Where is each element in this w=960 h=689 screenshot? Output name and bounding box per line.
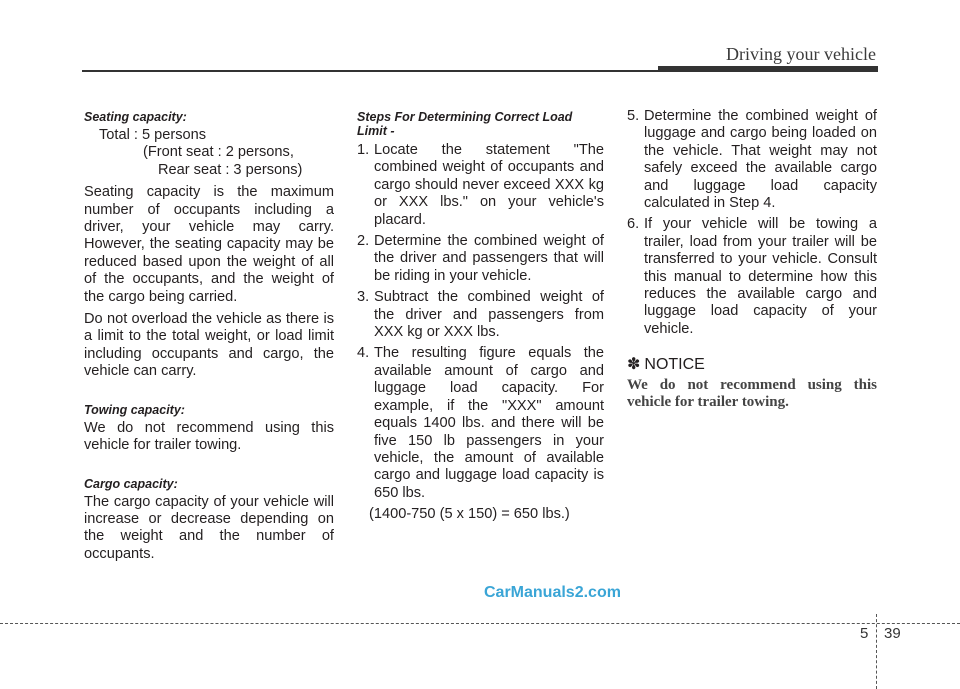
footer-divider bbox=[0, 623, 960, 624]
step-text: Determine the combined weight of luggage and cargo being loaded on the vehicle. That weight may not safely exceed the available cargo and luggage load capacity calculated in Step 4. bbox=[644, 108, 877, 212]
page-header-title: Driving your vehicle bbox=[726, 44, 876, 64]
notice-text: We do not recommend using this vehicle for trailer towing. bbox=[627, 376, 877, 410]
list-item bbox=[357, 142, 604, 229]
notice-title: NOTICE bbox=[644, 356, 705, 374]
list-item bbox=[627, 108, 877, 212]
seating-capacity-heading: Seating capacity: bbox=[84, 110, 187, 124]
seating-rear: Rear seat : 3 persons) bbox=[158, 161, 303, 178]
load-formula: (1400-750 (5 x 150) = 650 lbs.) bbox=[369, 506, 570, 523]
load-limit-heading: Steps For Determining Correct Load Limit - bbox=[357, 110, 573, 138]
column-middle bbox=[357, 108, 604, 524]
header-rule bbox=[82, 70, 662, 72]
footer-page-divider bbox=[876, 614, 877, 689]
column-left bbox=[84, 108, 334, 563]
notice-icon: ✽ bbox=[627, 356, 641, 374]
page-number: 39 bbox=[884, 625, 901, 642]
step-text: If your vehicle will be towing a trailer, load from your trailer will be transferred to your vehicle. Consult this manual to determine how this reduces the available cargo and luggage load capacity of your vehicle. bbox=[644, 216, 877, 337]
load-limit-steps bbox=[357, 142, 604, 502]
seating-paragraph-2: Do not overload the vehicle as there is a limit to the total weight, or load limit including occupants and cargo, the vehicle can carry. bbox=[84, 311, 334, 380]
step-text: Subtract the combined weight of the driver and passengers from XXX kg or XXX lbs. bbox=[374, 289, 604, 341]
step-number: 1. bbox=[357, 142, 370, 158]
list-item bbox=[357, 233, 604, 285]
towing-capacity-text: We do not recommend using this vehicle for trailer towing. bbox=[84, 419, 334, 454]
seating-paragraph-1: Seating capacity is the maximum number of occupants including a driver, your vehicle may carry. However, the seating capacity may be reduced based upon the weight of all of the occupants, and the weight of the cargo being carried. bbox=[84, 184, 334, 305]
seating-total: Total : 5 persons bbox=[99, 127, 207, 143]
step-text: The resulting figure equals the available amount of cargo and luggage load capacity. For example, if the "XXX" amount equals 1400 lbs. and there will be five 150 lb passengers in your vehicle, the amount of available cargo and luggage load capacity is 650 lbs. bbox=[374, 345, 604, 501]
column-right bbox=[627, 108, 877, 411]
step-number: 3. bbox=[357, 289, 370, 306]
step-number: 2. bbox=[357, 233, 370, 250]
watermark-link[interactable]: CarManuals2.com bbox=[484, 584, 621, 601]
step-text: Locate the statement "The combined weight of occupants and cargo should never exceed XXX kg or XXX lbs." on your vehicle's placard. bbox=[374, 142, 604, 228]
step-text: Determine the combined weight of the driver and passengers that will be riding in your vehicle. bbox=[374, 233, 604, 284]
towing-capacity-heading: Towing capacity: bbox=[84, 402, 185, 417]
list-item bbox=[627, 216, 877, 338]
list-item bbox=[357, 289, 604, 341]
cargo-capacity-text: The cargo capacity of your vehicle will increase or decrease depending on the weight and the number of occupants. bbox=[84, 493, 334, 562]
load-limit-steps-continued bbox=[627, 108, 877, 338]
step-number: 4. bbox=[357, 345, 370, 362]
seating-front: (Front seat : 2 persons, bbox=[143, 144, 294, 161]
step-number: 5. bbox=[627, 108, 640, 124]
cargo-capacity-heading: Cargo capacity: bbox=[84, 476, 178, 491]
header-rule-accent bbox=[658, 66, 878, 72]
notice-heading bbox=[627, 356, 877, 373]
section-number: 5 bbox=[860, 625, 869, 642]
list-item bbox=[357, 345, 604, 502]
step-number: 6. bbox=[627, 216, 640, 233]
